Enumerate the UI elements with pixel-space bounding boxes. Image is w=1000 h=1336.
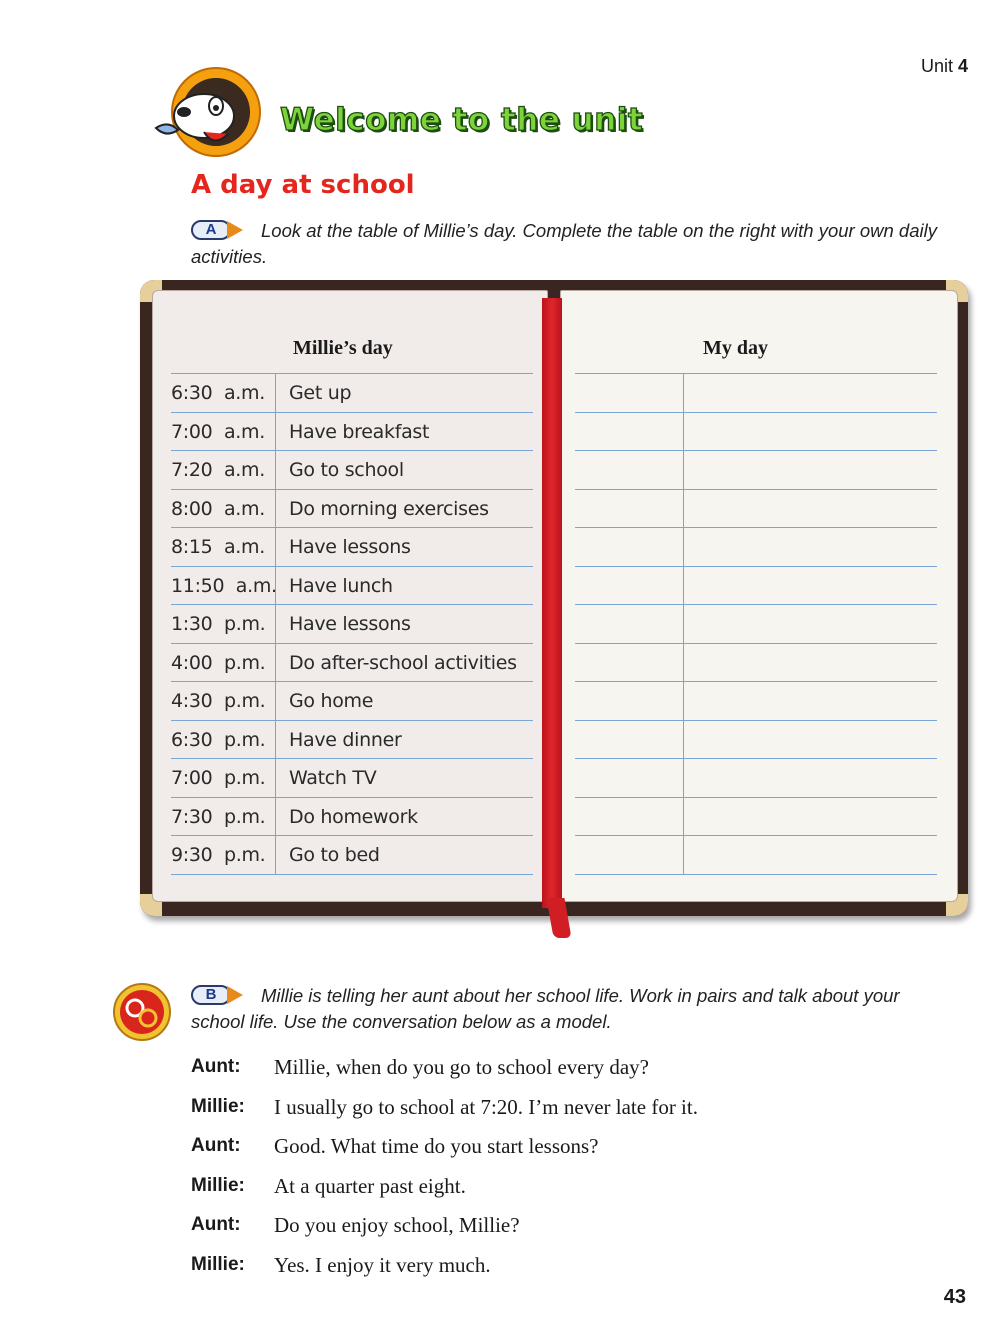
- rule-line: [575, 758, 937, 759]
- right-page: [560, 290, 958, 902]
- schedule-activity: Watch TV: [289, 767, 377, 789]
- pair-work-icon: [112, 982, 172, 1042]
- column-divider: [275, 373, 276, 874]
- rule-line: [575, 489, 937, 490]
- part-a-badge: A: [191, 220, 249, 240]
- schedule-activity: Get up: [289, 382, 352, 404]
- schedule-time: 7:00 p.m.: [171, 767, 266, 789]
- rule-line: [171, 835, 533, 836]
- schedule-time: 8:15 a.m.: [171, 536, 265, 558]
- my-day-heading: My day: [703, 337, 768, 359]
- bookmark-ribbon-tail: [546, 898, 571, 938]
- rule-line: [575, 835, 937, 836]
- rule-line: [575, 874, 937, 875]
- schedule-time: 6:30 p.m.: [171, 728, 266, 751]
- rule-line: [575, 681, 937, 682]
- rule-line: [575, 566, 937, 567]
- rule-line: [171, 373, 533, 374]
- unit-title: Welcome to the unit: [280, 102, 644, 138]
- rule-line: [575, 412, 937, 413]
- rule-line: [171, 489, 533, 490]
- dog-mascot-icon: [144, 66, 264, 162]
- schedule-activity: Go to school: [289, 459, 404, 481]
- schedule-activity: Go to bed: [289, 844, 380, 866]
- schedule-time: 7:30 p.m.: [171, 805, 266, 828]
- speaker-name: Millie:: [191, 1253, 245, 1275]
- schedule-activity: Do homework: [289, 805, 418, 828]
- schedule-time: 1:30 p.m.: [171, 613, 266, 635]
- rule-line: [171, 527, 533, 528]
- millies-day-heading: Millie’s day: [293, 337, 393, 359]
- schedule-activity: Have dinner: [289, 728, 402, 751]
- schedule-activity: Go home: [289, 690, 374, 712]
- schedule-activity: Do morning exercises: [289, 497, 489, 520]
- schedule-time: 4:30 p.m.: [171, 690, 266, 712]
- section-title: A day at school: [191, 170, 415, 200]
- speaker-name: Aunt:: [191, 1056, 241, 1077]
- rule-line: [575, 450, 937, 451]
- rule-line: [575, 604, 937, 605]
- part-b-badge: B: [191, 985, 249, 1005]
- schedule-time: 7:00 a.m.: [171, 420, 265, 443]
- speaker-line: Yes. I enjoy it very much.: [274, 1252, 491, 1277]
- rule-line: [171, 604, 533, 605]
- rule-line: [575, 720, 937, 721]
- rule-line: [171, 681, 533, 682]
- rule-line: [171, 797, 533, 798]
- schedule-activity: Do after-school activities: [289, 651, 517, 674]
- rule-line: [171, 643, 533, 644]
- schedule-time: 4:00 p.m.: [171, 651, 266, 674]
- schedule-time: 11:50 a.m.: [171, 574, 277, 597]
- part-b-instruction: Millie is telling her aunt about her school life. Work in pairs and talk about your school life. Use the conversation below as a model.: [191, 985, 900, 1032]
- speaker-name: Aunt:: [191, 1135, 241, 1156]
- speaker-line: I usually go to school at 7:20. I’m never late for it.: [274, 1094, 698, 1119]
- speaker-line: At a quarter past eight.: [274, 1173, 466, 1198]
- rule-line: [575, 643, 937, 644]
- speaker-line: Do you enjoy school, Millie?: [274, 1213, 520, 1237]
- page-number: 43: [943, 1286, 966, 1308]
- schedule-time: 7:20 a.m.: [171, 459, 265, 481]
- speaker-name: Millie:: [191, 1174, 245, 1196]
- rule-line: [575, 527, 937, 528]
- schedule-time: 6:30 a.m.: [171, 382, 265, 404]
- schedule-activity: Have lessons: [289, 613, 411, 635]
- schedule-activity: Have lunch: [289, 574, 393, 597]
- schedule-activity: Have lessons: [289, 536, 411, 558]
- speaker-name: Millie:: [191, 1095, 245, 1117]
- left-page: [152, 290, 548, 902]
- rule-line: [575, 797, 937, 798]
- rule-line: [171, 720, 533, 721]
- part-a-instruction: Look at the table of Millie’s day. Complete the table on the right with your own daily activities.: [191, 220, 937, 267]
- rule-line: [171, 758, 533, 759]
- speaker-line: Good. What time do you start lessons?: [274, 1134, 599, 1158]
- column-divider: [683, 373, 684, 874]
- speaker-line: Millie, when do you go to school every day?: [274, 1055, 650, 1079]
- rule-line: [575, 373, 937, 374]
- notebook: [140, 280, 968, 916]
- rule-line: [171, 874, 533, 875]
- rule-line: [171, 566, 533, 567]
- unit-label: Unit 4: [920, 56, 968, 76]
- schedule-time: 8:00 a.m.: [171, 497, 265, 520]
- speaker-name: Aunt:: [191, 1214, 241, 1235]
- schedule-activity: Have breakfast: [289, 420, 430, 443]
- rule-line: [171, 412, 533, 413]
- schedule-time: 9:30 p.m.: [171, 844, 266, 866]
- bookmark-ribbon: [542, 298, 562, 908]
- rule-line: [171, 450, 533, 451]
